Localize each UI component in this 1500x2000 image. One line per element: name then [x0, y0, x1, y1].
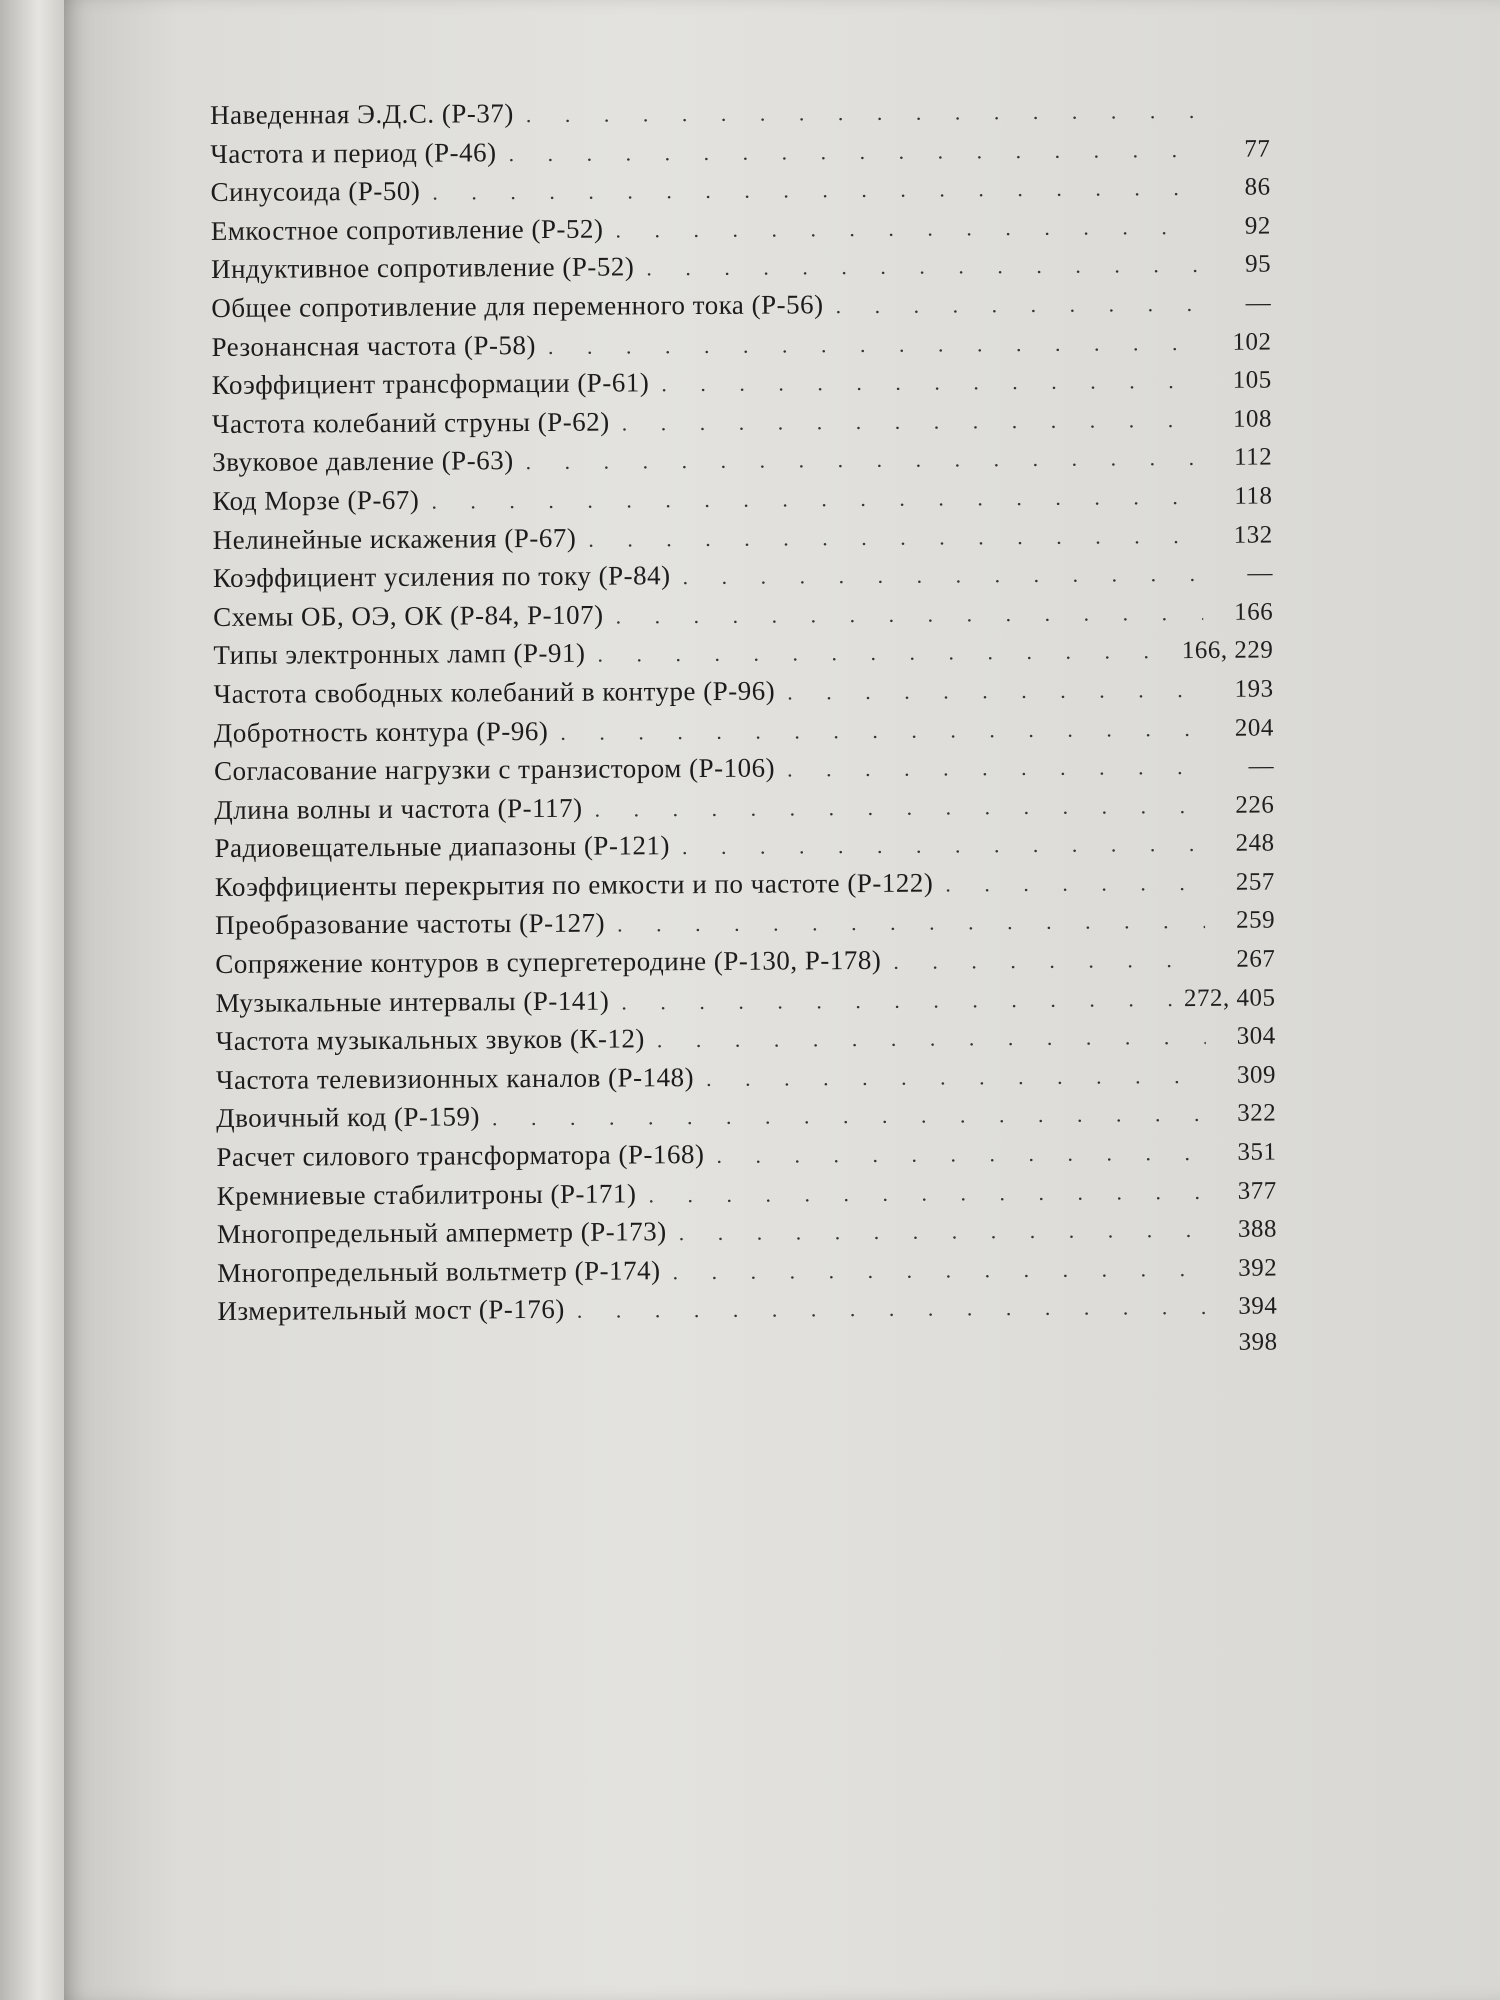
- toc-page-number: 394: [1238, 1292, 1278, 1321]
- toc-page-number: 398: [1238, 1328, 1278, 1356]
- toc-row: [211, 248, 1271, 293]
- dot-leader: [679, 1217, 1207, 1246]
- toc-entry-title: Коэффициенты перекрытия по емкости и по частоте (Р-122): [214, 867, 934, 902]
- toc-row: [212, 402, 1272, 447]
- toc-row: [215, 904, 1275, 949]
- dot-leader: [893, 947, 1205, 975]
- book-left-page-edge: [0, 0, 64, 2000]
- toc-row: [214, 750, 1274, 795]
- toc-entry-title: Частота телевизионных каналов (Р-148): [215, 1061, 695, 1095]
- toc-row: [215, 981, 1275, 1026]
- toc-row: [213, 634, 1273, 679]
- toc-entry-title: Радиовещательные диапазоны (Р-121): [214, 830, 670, 864]
- dot-leader: [787, 754, 1204, 783]
- toc-page-number: 259: [1235, 906, 1276, 935]
- toc-entry-title: Коэффициент трансформации (Р-61): [211, 367, 650, 401]
- toc-entry-title: Двоичный код (Р-159): [216, 1101, 481, 1134]
- toc-page-number: 392: [1238, 1254, 1278, 1282]
- toc-entry-title: Сопряжение контуров в супергетеродине (Р-130, Р-178): [215, 944, 882, 980]
- toc-page-number: 95: [1244, 250, 1272, 279]
- toc-page-number: 257: [1235, 868, 1275, 896]
- toc-entry-title: Частота колебаний струны (Р-62): [211, 406, 610, 439]
- toc-page-number: 248: [1235, 829, 1275, 858]
- toc-entry-title: Музыкальные интервалы (Р-141): [215, 985, 610, 1018]
- toc-page-number: 132: [1233, 521, 1273, 549]
- toc-page-number: 388: [1237, 1215, 1278, 1243]
- toc-page-number: 166, 229: [1181, 636, 1274, 665]
- toc-row: [212, 441, 1272, 486]
- toc-entry-title: Многопредельный амперметр (Р-173): [216, 1216, 667, 1250]
- dot-leader: [526, 98, 1200, 128]
- toc-page-number: —: [1245, 289, 1272, 317]
- toc-page-number: 272, 405: [1183, 984, 1276, 1012]
- toc-entry-title: Индуктивное сопротивление (Р-52): [210, 251, 635, 285]
- toc-row: [211, 286, 1271, 331]
- toc-entry-title: Схемы ОБ, ОЭ, ОК (Р-84, Р-107): [213, 599, 604, 632]
- dot-leader: [431, 484, 1202, 515]
- toc-entry-title: Синусоида (Р-50): [210, 175, 421, 208]
- toc-page-number: 118: [1234, 482, 1273, 510]
- toc-row: [210, 94, 1270, 139]
- dot-leader: [716, 1140, 1206, 1169]
- dot-leader: [594, 793, 1204, 823]
- dot-leader: [682, 831, 1205, 860]
- toc-page-number: 377: [1237, 1177, 1277, 1205]
- toc-row: [213, 518, 1273, 563]
- dot-leader: [560, 715, 1204, 745]
- toc-row: [217, 1290, 1277, 1335]
- toc-row: [211, 209, 1271, 254]
- toc-row: [210, 171, 1270, 216]
- dot-leader: [661, 368, 1202, 397]
- toc-row: [214, 672, 1274, 717]
- toc-entry-title: Согласование нагрузки с транзистором (Р-106): [214, 752, 776, 787]
- toc-entry-title: Преобразование частоты (Р-127): [214, 908, 606, 941]
- toc-page-number: —: [1247, 559, 1273, 587]
- toc-entry-title: Измерительный мост (Р-176): [217, 1294, 565, 1327]
- dot-leader: [646, 252, 1201, 281]
- toc-row: [216, 1136, 1276, 1181]
- toc-page-number: 77: [1244, 135, 1271, 163]
- dot-leader: [673, 1256, 1208, 1285]
- toc-row: [217, 1251, 1277, 1296]
- dot-leader: [615, 214, 1201, 244]
- toc-row: [213, 595, 1273, 640]
- toc-row: [214, 827, 1274, 872]
- toc-entry-title: Звуковое давление (Р-63): [212, 445, 514, 478]
- toc-entry-title: Добротность контура (Р-96): [213, 715, 549, 748]
- toc-row: [218, 1329, 1278, 1374]
- dot-leader: [597, 638, 1172, 668]
- dot-leader: [617, 908, 1205, 938]
- toc-row: [212, 479, 1272, 524]
- toc-page-number: 267: [1236, 945, 1276, 973]
- toc-row: [211, 325, 1271, 370]
- dot-leader: [836, 291, 1202, 319]
- toc-page-number: 166: [1234, 598, 1274, 626]
- toc-page-number: 102: [1232, 328, 1272, 356]
- dot-leader: [648, 1179, 1206, 1208]
- dot-leader: [657, 1024, 1206, 1053]
- dot-leader: [548, 330, 1202, 360]
- toc-page-number: —: [1248, 752, 1275, 780]
- toc-row: [217, 1174, 1277, 1219]
- toc-row: [215, 865, 1275, 910]
- toc-page-number: 322: [1237, 1099, 1277, 1128]
- toc-page-number: 105: [1232, 366, 1272, 394]
- toc-entry-title: Общее сопротивление для переменного тока (Р-56): [211, 289, 824, 323]
- toc-page-number: 112: [1234, 443, 1273, 472]
- dot-leader: [577, 1294, 1208, 1324]
- toc-entry-title: Код Морзе (Р-67): [212, 484, 420, 516]
- toc-page-number: 204: [1234, 714, 1274, 742]
- toc-entry-title: Частота свободных колебаний в контуре (Р-96): [213, 675, 776, 709]
- dot-leader: [706, 1063, 1206, 1092]
- toc-page-number: 309: [1236, 1061, 1277, 1089]
- toc-entry-title: Многопредельный вольтметр (Р-174): [217, 1255, 661, 1288]
- dot-leader: [492, 1101, 1206, 1131]
- toc-entry-title: Нелинейные искажения (Р-67): [212, 522, 577, 555]
- toc-entry-title: Наведенная Э.Д.С. (Р-37): [210, 98, 514, 130]
- toc-row: [216, 1058, 1276, 1103]
- toc-row: [216, 1097, 1276, 1142]
- dot-leader: [945, 870, 1205, 898]
- toc-row: [216, 1020, 1276, 1065]
- toc-entry-title: Частота и период (Р-46): [210, 136, 497, 169]
- toc-page-number: 226: [1235, 791, 1275, 819]
- toc-page-number: 86: [1244, 173, 1271, 201]
- toc-row: [214, 788, 1274, 833]
- toc-row: [217, 1213, 1277, 1258]
- toc-row: [212, 364, 1272, 409]
- toc-page-number: 351: [1237, 1138, 1277, 1166]
- dot-leader: [588, 522, 1203, 552]
- dot-leader: [621, 986, 1174, 1015]
- dot-leader: [683, 561, 1203, 590]
- toc-row: [214, 711, 1274, 756]
- toc-entry-title: Коэффициент усиления по току (Р-84): [212, 560, 671, 594]
- toc-row: [210, 132, 1270, 177]
- toc-entry-title: Расчет силового трансформатора (Р-168): [216, 1139, 705, 1173]
- toc-row: [215, 943, 1275, 988]
- toc-entry-title: Частота музыкальных звуков (К-12): [215, 1023, 645, 1057]
- toc-entry-title: Емкостное сопротивление (Р-52): [210, 213, 604, 246]
- dot-leader: [432, 175, 1200, 206]
- dot-leader: [622, 407, 1202, 437]
- table-of-contents: [210, 94, 1278, 1374]
- dot-leader: [509, 137, 1201, 167]
- toc-page-number: 193: [1234, 675, 1274, 703]
- dot-leader: [787, 677, 1204, 706]
- toc-entry-title: Резонансная частота (Р-58): [211, 329, 537, 362]
- toc-page-number: 92: [1244, 212, 1271, 240]
- dot-leader: [526, 445, 1203, 475]
- toc-entry-title: Длина волны и частота (Р-117): [214, 792, 583, 825]
- toc-row: [213, 557, 1273, 602]
- toc-page-number: 304: [1236, 1022, 1276, 1050]
- toc-page-number: 108: [1232, 405, 1273, 433]
- dot-leader: [615, 600, 1203, 630]
- toc-entry-title: Кремниевые стабилитроны (Р-171): [216, 1178, 637, 1211]
- toc-entry-title: Типы электронных ламп (Р-91): [213, 638, 586, 671]
